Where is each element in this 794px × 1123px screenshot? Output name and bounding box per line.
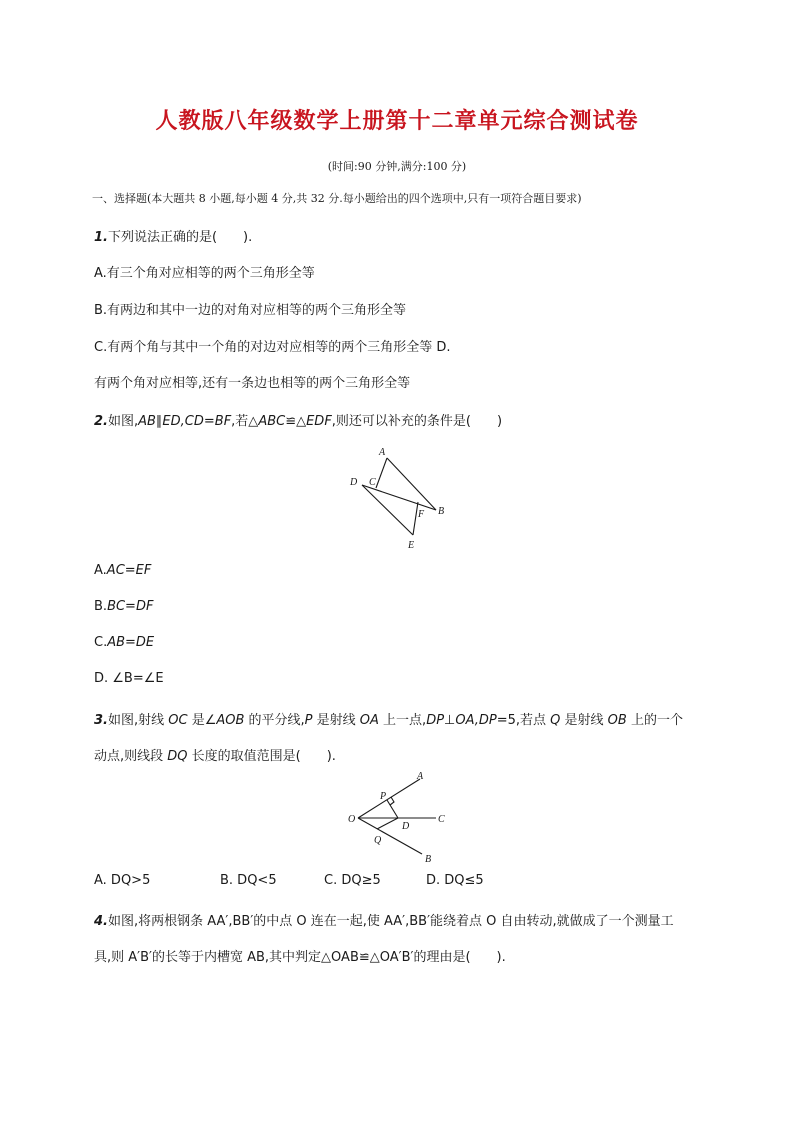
stem-math: OB: [607, 713, 627, 728]
stem-text: 上的一个: [626, 713, 683, 728]
label-o: O: [348, 814, 356, 825]
question-3-stem-line2: [94, 745, 336, 764]
q2-figure: [340, 440, 460, 555]
stem-math: DQ: [167, 749, 188, 764]
label-c: C: [438, 814, 445, 825]
q1-option-c: C.有两个角与其中一个角的对边对应相等的两个三角形全等 D.: [94, 340, 451, 355]
stem-text: 是射线: [560, 713, 608, 728]
stem-text: 的平分线,: [244, 713, 305, 728]
question-number: 3.: [94, 713, 108, 728]
stem-text: 动点,则线段: [94, 749, 168, 764]
question-4-stem-line2: 具,则 A′B′的长等于内槽宽 AB,其中判定△OAB≌△OA′B′的理由是( ).: [94, 950, 506, 965]
stem-math: P: [304, 713, 313, 728]
label-c: C: [369, 477, 376, 488]
stem-text: ,则还可以补充的条件是( ): [331, 414, 503, 429]
stem-math: OA: [359, 713, 379, 728]
q2-option-b: [94, 599, 153, 614]
stem-text: ,若△: [231, 414, 259, 429]
option-prefix: A.: [94, 563, 107, 578]
label-p: P: [380, 791, 387, 802]
question-1-stem: [94, 226, 252, 245]
q3-option-a: A. DQ>5: [94, 873, 151, 888]
stem-text: =5,若点: [496, 713, 551, 728]
stem-text: 如图,射线: [107, 713, 169, 728]
label-b: B: [425, 854, 432, 865]
stem-text: 如图,: [107, 414, 139, 429]
stem-text: ≌△: [285, 414, 307, 429]
segment-de: [362, 485, 413, 535]
stem-text: 如图,将两根钢条 AA′,BB′的中点 O 连在一起,使 AA′,BB′能绕着点 O 自由转动,就做成了一个测量工: [107, 914, 674, 929]
stem-text: 长度的取值范围是( ).: [187, 749, 336, 764]
option-expr: AB=DE: [107, 635, 155, 650]
option-prefix: B.: [94, 599, 108, 614]
option-prefix: C.: [94, 635, 108, 650]
stem-text: 是∠: [187, 713, 217, 728]
q2-option-d: D. ∠B=∠E: [94, 671, 164, 686]
question-4-stem-line1: [94, 910, 674, 929]
page-title: 人教版八年级数学上册第十二章单元综合测试卷: [155, 108, 639, 134]
label-d: D: [402, 821, 410, 832]
q1-option-b: B.有两边和其中一边的对角对应相等的两个三角形全等: [94, 303, 407, 318]
right-angle-mark: [390, 797, 394, 805]
stem-math: OA,DP: [455, 713, 497, 728]
question-text: 下列说法正确的是( ).: [107, 230, 253, 245]
question-number: 4.: [94, 914, 108, 929]
question-number: 2.: [94, 414, 108, 429]
q3-option-c: C. DQ≥5: [324, 873, 381, 888]
q1-option-a: A.有三个角对应相等的两个三角形全等: [94, 266, 315, 281]
question-3-stem-line1: [94, 709, 683, 728]
option-expr: BC=DF: [107, 599, 154, 614]
stem-math: DP: [426, 713, 445, 728]
segment-ac: [376, 458, 387, 488]
label-f: F: [418, 509, 425, 520]
stem-text: 上一点,: [378, 713, 427, 728]
stem-math: AB∥ED,CD=BF: [138, 414, 232, 429]
stem-math: Q: [550, 713, 561, 728]
stem-math: AOB: [216, 713, 245, 728]
q3-option-b: B. DQ<5: [220, 873, 277, 888]
label-a: A: [379, 447, 386, 458]
segment-qd: [377, 818, 398, 829]
stem-math: EDF: [306, 414, 332, 429]
q1-option-d: 有两个角对应相等,还有一条边也相等的两个三角形全等: [94, 376, 411, 391]
label-b: B: [438, 506, 445, 517]
ray-oa: [358, 779, 420, 818]
q2-option-c: [94, 635, 154, 650]
q2-option-a: [94, 563, 151, 578]
section-heading: 一、选择题(本大题共 8 小题,每小题 4 分,共 32 分.每小题给出的四个选项中,只有一项符合题目要求): [92, 192, 582, 205]
label-q: Q: [374, 835, 382, 846]
ray-ob: [358, 818, 422, 854]
stem-text: 是射线: [312, 713, 360, 728]
label-e: E: [408, 540, 415, 551]
stem-math: OC: [168, 713, 188, 728]
q3-figure: [340, 765, 460, 870]
label-a: A: [417, 771, 424, 782]
stem-math: ABC: [258, 414, 286, 429]
option-expr: AC=EF: [106, 563, 152, 578]
exam-info: (时间:90 分钟,满分:100 分): [327, 160, 467, 173]
label-d: D: [350, 477, 358, 488]
stem-text: ⊥: [444, 713, 456, 728]
question-2-stem: [94, 410, 502, 429]
question-number: 1.: [94, 230, 108, 245]
q3-option-d: D. DQ≤5: [426, 873, 484, 888]
